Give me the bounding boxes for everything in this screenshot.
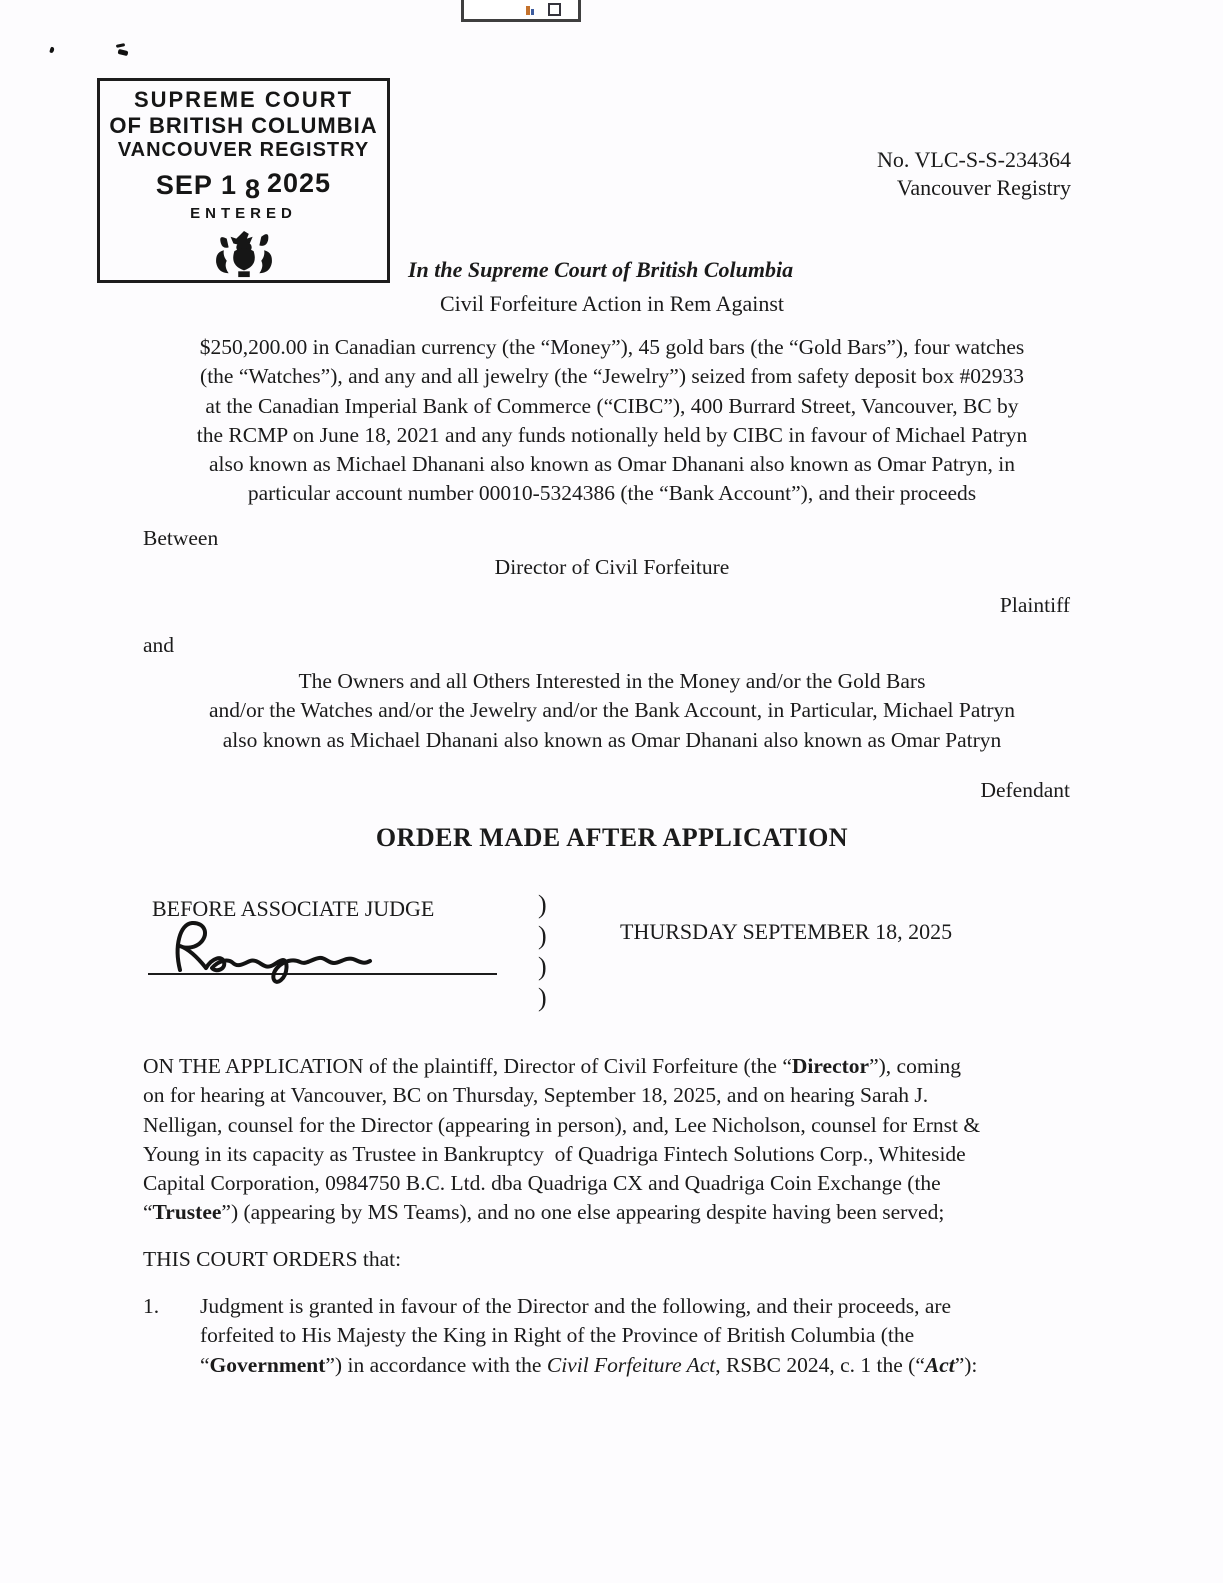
stamp-date	[100, 168, 387, 204]
defendant-label: Defendant	[980, 778, 1070, 802]
before-judge-label: BEFORE ASSOCIATE JUDGE	[152, 896, 435, 921]
court-file-number-block	[877, 146, 1071, 202]
stamp-registry: VANCOUVER REGISTRY	[117, 139, 370, 161]
and-label: and	[143, 633, 175, 657]
registry-name: Vancouver Registry	[896, 175, 1071, 200]
court-registry-stamp	[97, 78, 390, 283]
order-item-text: Judgment is granted in favour of the Director and the following, and their proceeds, are forfeited to His Majesty the King in Right of the Province of British Columbia (the “Government”) in accordance with the Civil Forfeiture Act, RSBC 2024, c. 1 the (“Act”):	[200, 1294, 978, 1377]
court-heading: In the Supreme Court of British Columbia	[408, 257, 794, 282]
order-item-number: 1.	[143, 1294, 160, 1318]
page-number-glyph-2	[531, 9, 534, 15]
scan-speck	[116, 43, 125, 48]
in-rem-description: $250,200.00 in Canadian currency (the “Money”), 45 gold bars (the “Gold Bars”), four watches (the “Watches”), and any and all jewelry (the “Jewelry”) seized from safety deposit box #02933 at the Canadian Imperial Bank of Commerce (“CIBC”), 400 Burrard Street, Vancouver, BC by the RCMP on June 18, 2021 and any funds notionally held by CIBC in favour of Michael Patryn also known as Michael Dhanani also known as Omar Dhanani also known as Omar Patryn, in particular account number 00010-5324386 (the “Bank Account”), and their proceeds	[196, 335, 1028, 506]
stamp-entered-label: ENTERED	[190, 205, 297, 222]
application-recital: ON THE APPLICATION of the plaintiff, Director of Civil Forfeiture (the “Director”), coming on for hearing at Vancouver, BC on Thursday, September 18, 2025, and on hearing Sarah J. Nelligan, counsel for the Director (appearing in person), and, Lee Nicholson, counsel for Ernst & Young in its capacity as Trustee in Bankruptcy of Quadriga Fintech Solutions Corp., Whiteside Capital Corporation, 0984750 B.C. Ltd. dba Quadriga CX and Quadriga Coin Exchange (the “Trustee”) (appearing by MS Teams), and no one else appearing despite having been served;	[143, 1054, 981, 1225]
defendant-description: The Owners and all Others Interested in the Money and/or the Gold Bars and/or the Watches and/or the Jewelry and/or the Bank Account, in Particular, Michael Patryn also known as Michael Dhanani also known as Omar Dhanani also known as Omar Patryn	[208, 669, 1015, 752]
file-number: No. VLC-S-S-234364	[877, 147, 1071, 172]
coat-of-arms-icon	[205, 231, 283, 284]
page-count-glyph	[548, 3, 561, 16]
stamp-date-month-day: SEP 1	[155, 170, 237, 200]
between-label: Between	[143, 526, 219, 550]
stamp-court-name: SUPREME COURT	[133, 87, 354, 112]
bracket: )	[538, 921, 547, 950]
stamp-date-day2: 8	[244, 174, 261, 204]
hearing-date: THURSDAY SEPTEMBER 18, 2025	[620, 919, 953, 944]
stamp-court-name-2: OF BRITISH COLUMBIA	[109, 113, 378, 138]
bracket: )	[538, 890, 547, 919]
orders-intro: THIS COURT ORDERS that:	[143, 1247, 402, 1271]
scan-speck	[118, 49, 129, 56]
judge-signature	[162, 912, 402, 989]
page-indicator-box[interactable]	[461, 0, 581, 22]
stamp-date-year: 2025	[267, 168, 332, 198]
action-heading: Civil Forfeiture Action in Rem Against	[439, 291, 785, 316]
order-title: ORDER MADE AFTER APPLICATION	[375, 823, 849, 852]
page-number-glyph	[526, 6, 530, 15]
bracket: )	[538, 952, 547, 981]
bracket-column	[538, 889, 547, 1013]
plaintiff-label: Plaintiff	[999, 593, 1070, 617]
bracket: )	[538, 983, 547, 1012]
scan-speck	[49, 47, 55, 54]
plaintiff-name: Director of Civil Forfeiture	[494, 555, 730, 579]
